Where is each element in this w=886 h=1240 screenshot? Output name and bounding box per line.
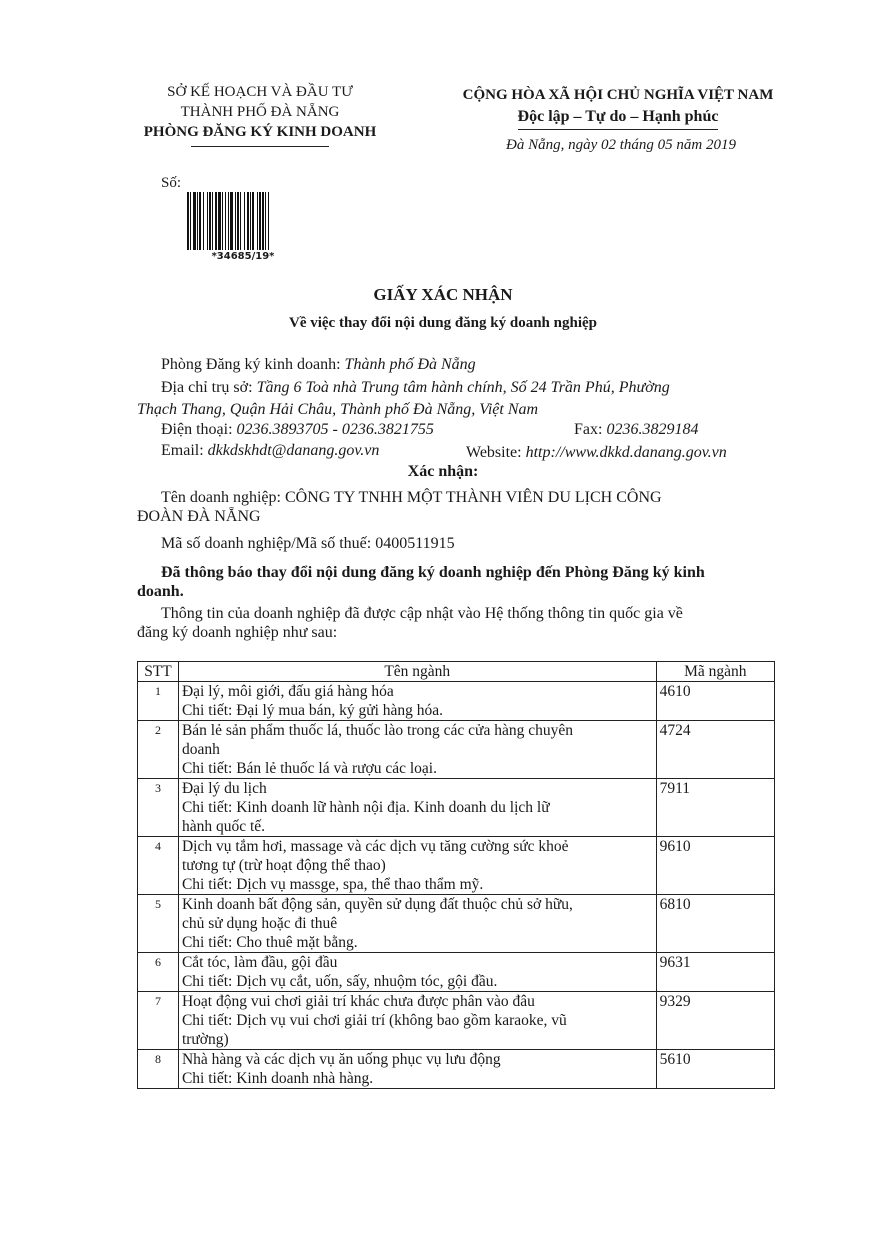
barcode-bar [228,192,229,250]
barcode-bar [190,192,191,250]
row-ten-nganh [178,953,656,992]
table-row [138,721,775,779]
office-email-value: dkkdskhdt@danang.gov.vn [207,442,380,459]
row-ma-nganh: 4610 [656,682,774,721]
row-ten-nganh-line: Chi tiết: Bán lẻ thuốc lá và rượu các loại. [181,760,437,777]
row-stt: 4 [138,837,179,895]
issuer-line-1: SỞ KẾ HOẠCH VÀ ĐẦU TƯ [167,84,353,100]
office-name-line [161,354,476,376]
row-ma-nganh: 7911 [656,779,774,837]
row-stt: 8 [138,1050,179,1089]
row-ten-nganh-line: hành quốc tế. [181,818,266,835]
row-ten-nganh [178,779,656,837]
row-stt: 6 [138,953,179,992]
row-ten-nganh [178,837,656,895]
office-address-value-1: Tầng 6 Toà nhà Trung tâm hành chính, Số 24 Trần Phú, Phường [256,379,670,396]
row-ten-nganh-line: Chi tiết: Kinh doanh lữ hành nội địa. Kinh doanh du lịch lữ [181,799,550,816]
company-name-line-1: Tên doanh nghiệp: CÔNG TY TNHH MỘT THÀNH VIÊN DU LỊCH CÔNG [161,489,662,506]
national-header [432,85,804,130]
issue-date: Đà Nẵng, ngày 02 tháng 05 năm 2019 [506,137,736,153]
barcode-bar [230,192,233,250]
barcode-bar [250,192,251,250]
info-line-1: Thông tin của doanh nghiệp đã được cập nhật vào Hệ thống thông tin quốc gia về [161,605,683,622]
row-ten-nganh-line: Đại lý du lịch [181,780,267,797]
table-row [138,837,775,895]
row-ten-nganh [178,721,656,779]
table-row [138,779,775,837]
table-row [138,895,775,953]
barcode-bar [197,192,198,250]
row-ten-nganh-line: Chi tiết: Dịch vụ cắt, uốn, sấy, nhuộm tóc, gội đầu. [181,973,498,990]
barcode-bar [199,192,201,250]
document-title: GIẤY XÁC NHẬN [373,285,513,304]
row-ma-nganh: 9631 [656,953,774,992]
document-number-label: Số: [161,175,182,191]
header-ma-nganh: Mã ngành [656,662,774,682]
barcode-bar [209,192,211,250]
row-ten-nganh-line: trường) [181,1031,229,1048]
row-ten-nganh [178,895,656,953]
barcode-bar [203,192,204,250]
barcode-bar [240,192,241,250]
confirm-heading: Xác nhận: [407,463,479,480]
row-ten-nganh-line: tương tự (trừ hoạt động thể thao) [181,857,386,874]
office-email-line [161,440,379,462]
barcode-bar [268,192,269,250]
issuer-underline [191,146,329,147]
office-address-line [161,377,670,399]
row-ten-nganh-line: Đại lý, môi giới, đấu giá hàng hóa [181,683,394,700]
barcode-bar [244,192,245,250]
table-row [138,953,775,992]
barcode-bar [215,192,217,250]
row-ten-nganh-line: doanh [181,741,220,758]
business-lines-table [137,661,775,1089]
issuer-line-3: PHÒNG ĐĂNG KÝ KINH DOANH [143,124,377,140]
company-name-line-2: ĐOÀN ĐÀ NẴNG [137,508,261,525]
row-ma-nganh: 9329 [656,992,774,1050]
barcode-bar [237,192,239,250]
row-ten-nganh-line: chủ sử dụng hoặc đi thuê [181,915,338,932]
office-name-value: Thành phố Đà Nẵng [344,356,476,373]
row-ten-nganh-line: Hoạt động vui chơi giải trí khác chưa được phân vào đâu [181,993,535,1010]
office-phone-label: Điện thoại: [161,421,233,438]
table-header-row [138,662,775,682]
barcode-bar [259,192,261,250]
barcode-bar [187,192,189,250]
row-ma-nganh: 9610 [656,837,774,895]
issuer-block [110,82,410,147]
row-ten-nganh-line: Chi tiết: Dịch vụ vui chơi giải trí (không bao gồm karaoke, vũ [181,1012,567,1029]
row-ten-nganh [178,992,656,1050]
notice-line-2: doanh. [137,583,184,600]
row-stt: 2 [138,721,179,779]
barcode-bar [257,192,258,250]
barcode-bar [193,192,196,250]
barcode-bar [225,192,226,250]
office-address-value-2: Thạch Thang, Quận Hải Châu, Thành phố Đà Nẵng, Việt Nam [137,401,539,418]
row-stt: 7 [138,992,179,1050]
row-ten-nganh [178,1050,656,1089]
table-row [138,682,775,721]
row-ten-nganh-line: Chi tiết: Cho thuê mặt bằng. [181,934,358,951]
row-ma-nganh: 5610 [656,1050,774,1089]
barcode-bar [222,192,223,250]
office-website-line [466,442,727,464]
office-address-label: Địa chỉ trụ sở: [161,379,253,396]
office-website-label: Website: [466,444,522,461]
barcode-bar [265,192,266,250]
barcode-bar [218,192,221,250]
info-line-2: đăng ký doanh nghiệp như sau: [137,624,338,641]
office-phone-line [161,419,434,441]
office-fax-line [574,419,698,441]
office-website-value: http://www.dkkd.danang.gov.vn [525,444,727,461]
row-stt: 5 [138,895,179,953]
row-ten-nganh-line: Dịch vụ tắm hơi, massage và các dịch vụ tăng cường sức khoẻ [181,838,569,855]
office-phone-value: 0236.3893705 - 0236.3821755 [236,421,434,438]
table-row [138,992,775,1050]
row-ten-nganh [178,682,656,721]
header-ten-nganh: Tên ngành [178,662,656,682]
barcode [187,192,295,250]
issuer-line-2: THÀNH PHỐ ĐÀ NẴNG [180,104,340,120]
table-row [138,1050,775,1089]
company-tax-code: Mã số doanh nghiệp/Mã số thuế: 0400511915 [161,535,455,552]
barcode-text: *34685/19* [211,251,275,262]
row-ten-nganh-line: Kinh doanh bất động sản, quyền sử dụng đất thuộc chủ sở hữu, [181,896,573,913]
office-fax-value: 0236.3829184 [606,421,699,438]
office-name-label: Phòng Đăng ký kinh doanh: [161,356,341,373]
office-email-label: Email: [161,442,204,459]
row-ten-nganh-line: Chi tiết: Kinh doanh nhà hàng. [181,1070,374,1087]
notice-line-1: Đã thông báo thay đổi nội dung đăng ký doanh nghiệp đến Phòng Đăng ký kinh [161,564,705,581]
row-ten-nganh-line: Nhà hàng và các dịch vụ ăn uống phục vụ lưu động [181,1051,501,1068]
row-ten-nganh-line: Chi tiết: Dịch vụ massge, spa, thể thao thẩm mỹ. [181,876,484,893]
row-ma-nganh: 6810 [656,895,774,953]
row-ma-nganh: 4724 [656,721,774,779]
barcode-bar [207,192,208,250]
header-stt: STT [138,662,179,682]
row-ten-nganh-line: Bán lẻ sản phẩm thuốc lá, thuốc lào trong các cửa hàng chuyên [181,722,573,739]
row-stt: 3 [138,779,179,837]
barcode-bar [252,192,254,250]
barcode-bar [235,192,236,250]
barcode-bar [247,192,249,250]
national-motto: Độc lập – Tự do – Hạnh phúc [518,106,719,130]
document-subtitle: Về việc thay đổi nội dung đăng ký doanh nghiệp [288,315,597,331]
row-stt: 1 [138,682,179,721]
barcode-bar [262,192,264,250]
office-fax-label: Fax: [574,421,603,438]
row-ten-nganh-line: Cắt tóc, làm đầu, gội đầu [181,954,338,971]
row-ten-nganh-line: Chi tiết: Đại lý mua bán, ký gửi hàng hóa. [181,702,444,719]
barcode-bar [212,192,213,250]
national-title: CỘNG HÒA XÃ HỘI CHỦ NGHĨA VIỆT NAM [462,87,774,103]
